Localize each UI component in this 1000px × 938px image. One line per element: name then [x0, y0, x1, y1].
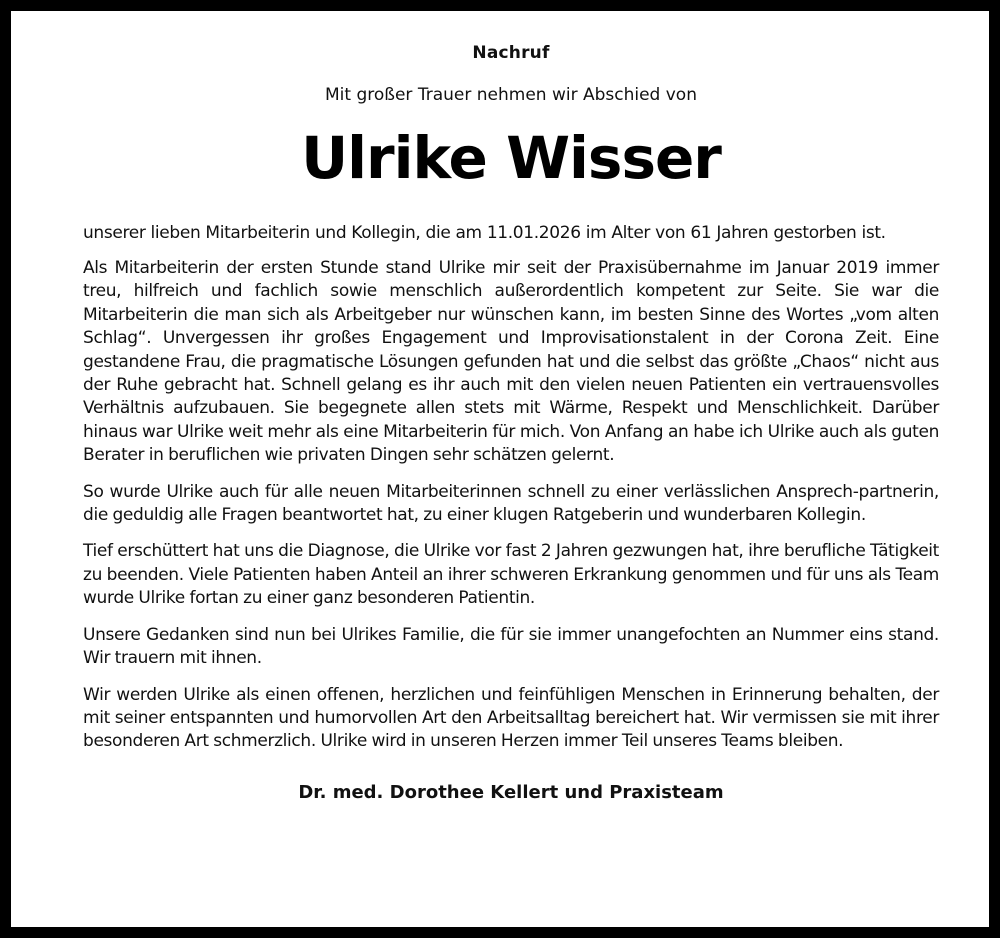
paragraph-5: Wir werden Ulrike als einen offenen, herzlichen und feinfühligen Menschen in Erinnerung behalten, der mit seiner entspannten und humorvollen Art den Arbeitsalltag bereichert hat. Wir vermissen sie mit ihrer besonderen Art schmerzlich. Ulrike wird in unseren Herzen immer Teil unseres Teams bleiben.: [83, 684, 939, 752]
subline: unserer lieben Mitarbeiterin und Kollegin, die am 11.01.2026 im Alter von 61 Jahren gestorben ist.: [83, 223, 886, 243]
obituary-content: [83, 37, 939, 803]
intro-line: Mit großer Trauer nehmen wir Abschied von: [325, 85, 697, 105]
paragraph-2: So wurde Ulrike auch für alle neuen Mitarbeiterinnen schnell zu einer verlässlichen Ansprech-partnerin, die geduldig alle Fragen beantwortet hat, zu einer klugen Ratgeberin und wunderbaren Kollegin.: [83, 481, 939, 526]
deceased-name: Ulrike Wisser: [301, 124, 721, 192]
paragraph-3: Tief erschüttert hat uns die Diagnose, die Ulrike vor fast 2 Jahren gezwungen hat, ihre berufliche Tätigkeit zu beenden. Viele Patienten haben Anteil an ihrer schweren Erkrankung genommen und für uns als Team wurde Ulrike fortan zu einer ganz besonderen Patientin.: [83, 541, 939, 609]
paragraph-4: Unsere Gedanken sind nun bei Ulrikes Familie, die für sie immer unangefochten an Nummer eins stand. Wir trauern mit ihnen.: [83, 624, 939, 669]
signature: Dr. med. Dorothee Kellert und Praxisteam: [298, 781, 724, 803]
notice-label: Nachruf: [472, 43, 550, 63]
paragraph-1: Als Mitarbeiterin der ersten Stunde stand Ulrike mir seit der Praxisübernahme im Januar 2019 immer treu, hilfreich und fachlich sowie menschlich außerordentlich kompetent zur Seite. Sie war die Mitarbeiterin die man sich als Arbeitgeber nur wünschen kann, im besten Sinne des Wortes „vom alten Schlag“. Unvergessen ihr großes Engagement und Improvisationstalent in der Corona Zeit. Eine gestandene Frau, die pragmatische Lösungen gefunden hat und die selbst das größte „Chaos“ nicht aus der Ruhe gebracht hat. Schnell gelang es ihr auch mit den vielen neuen Patienten ein vertrauensvolles Verhältnis aufzubauen. Sie begegnete allen stets mit Wärme, Respekt und Menschlichkeit. Darüber hinaus war Ulrike weit mehr als eine Mitarbeiterin für mich. Von Anfang an habe ich Ulrike auch als guten Berater in beruflichen wie privaten Dingen sehr schätzen gelernt.: [83, 258, 939, 466]
